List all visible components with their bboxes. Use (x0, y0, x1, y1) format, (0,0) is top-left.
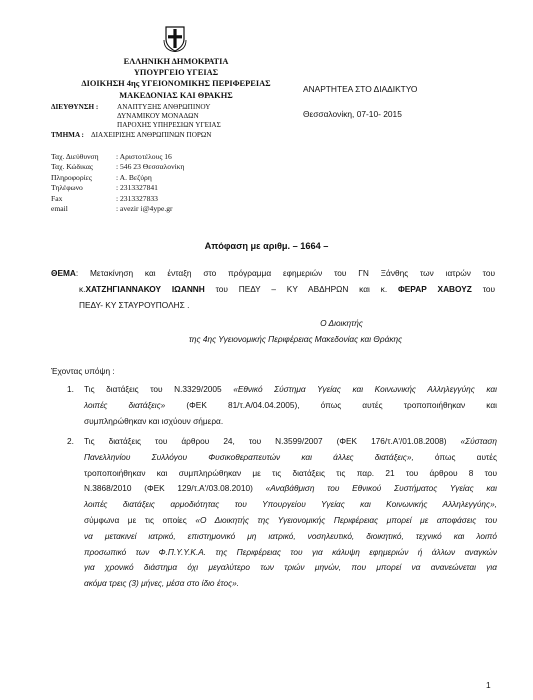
decision-title: Απόφαση με αριθμ. – 1664 – (204, 241, 329, 251)
list-item: Τις διατάξεις του άρθρου 24, του Ν.3599/2007 (ΦΕΚ 176/τ.Α'/01.08.2008) «Σύσταση Πανελληνίου Συλλόγου Φυσικοθεραπευτών και άλλες διατάξεις», όπως αυτές τροποποιήθηκαν και συμπληρώθηκαν με τις διατάξεις τις παρ. 21 του άρθρου 8 του Ν.3868/2010 (ΦΕΚ 129/τ.Α'/03.08.2010) «Αναβάθμιση του Εθνικού Συστήματος Υγείας και λοιπές διατάξεις αρμοδιότητας του Υπουργείου Υγείας και Κοινωνικής Αλληλεγγύης», σύμφωνα με τις οποίες «Ο Διοικητής της Υγειονομικής Περιφέρειας μπορεί με αποφάσεις του να μετακινεί ιατρικό, επιστημονικό μη ιατρικό, νοσηλευτικό, διοικητικό, τεχνικό και λοιπό προσωπικό των Φ.Π.Υ.Υ.Κ.Α. της Περιφέρειας του για κάλυψη εφημεριών ή άλλων αναγκών για χρονικό διάστημα όχι μεγαλύτερο των τριών μηνών, που μπορεί να ανανεώνεται για ακόμα τρεις (3) μήνες, μέσα στο ίδιο έτος». (84, 436, 498, 589)
contact-value: : 546 23 Θεσσαλονίκη (116, 162, 185, 172)
authority-line-2: της 4ης Υγειονομικής Περιφέρειας Μακεδονίας και Θράκης (188, 333, 403, 344)
contact-label: Πληροφορίες (51, 172, 92, 182)
contact-label: email (51, 204, 68, 214)
list-item: Τις διατάξεις του Ν.3329/2005 «Εθνικό Σύστημα Υγείας και Κοινωνικής Αλληλεγγύης και λοιπές διατάξεις» (ΦΕΚ 81/τ.Α/04.04.2005), όπως αυτές τροποποιήθηκαν και συμπληρώθηκαν και ισχύουν σήμερα. (84, 384, 497, 426)
place-date: Θεσσαλονίκη, 07-10- 2015 (303, 109, 402, 119)
directorate-value: ΑΝΑΠΤΥΞΗΣ ΑΝΘΡΩΠΙΝΟΥ ΔΥΝΑΜΙΚΟΥ ΜΟΝΑΔΩΝ ΠΑΡΟΧΗΣ ΥΠΗΡΕΣΙΩΝ ΥΓΕΙΑΣ (117, 103, 221, 130)
contact-labels (51, 152, 99, 214)
post-online-note: ΑΝΑΡΤΗΤΕΑ ΣΤΟ ΔΙΑΔΙΚΤΥΟ (303, 84, 418, 94)
contact-value: : avezir i@4ype.gr (116, 204, 173, 214)
contact-value: : 2313327833 (116, 193, 158, 203)
subject-line-3: ΠΕΔΥ- ΚΥ ΣΤΑΥΡΟΥΠΟΛΗΣ . (79, 299, 190, 310)
directorate-label: ΔΙΕΥΘΥΝΣΗ : (51, 103, 99, 111)
contact-value: : Αριστοτέλους 16 (116, 152, 172, 161)
header-line-4: ΜΑΚΕΔΟΝΙΑΣ ΚΑΙ ΘΡΑΚΗΣ (119, 90, 233, 100)
contact-label: Τηλέφωνο (51, 183, 83, 193)
department-value: ΔΙΑΧΕΙΡΙΣΗΣ ΑΝΘΡΩΠΙΝΩΝ ΠΟΡΩΝ (91, 131, 212, 139)
page-number: 1 (486, 680, 491, 690)
issuer-header (40, 56, 312, 101)
header-line-3: ΔΙΟΙΚΗΣΗ 4ης ΥΓΕΙΟΝΟΜΙΚΗΣ ΠΕΡΙΦΕΡΕΙΑΣ (81, 79, 271, 89)
considering-heading: Έχοντας υπόψη : (51, 366, 115, 376)
greek-emblem-icon (163, 24, 187, 52)
contact-label: Ταχ. Κώδικας (51, 162, 93, 172)
contact-label: Ταχ. Διεύθυνση (51, 152, 99, 161)
item-number: 2. (67, 436, 74, 446)
contact-value: : 2313327841 (116, 183, 158, 193)
contact-label: Fax (51, 193, 63, 203)
subject-name-2: ΦΕΡΑΡ ΧΑΒΟΥΖ (397, 283, 472, 294)
header-line-1: ΕΛΛΗΝΙΚΗ ΔΗΜΟΚΡΑΤΙΑ (123, 57, 229, 66)
subject-label: ΘΕΜΑ (51, 268, 76, 278)
contact-values (116, 152, 184, 214)
authority-block (0, 316, 533, 348)
subject-block: ΘΕΜΑ: Μετακίνηση και ένταξη στο πρόγραμμα εφημεριών του ΓΝ Ξάνθης των ιατρών του κ.ΧΑΤΖΗΓΙΑΝΝΑΚΟΥ ΙΩΑΝΝΗ του ΠΕΔΥ – ΚΥ ΑΒΔΗΡΩΝ και κ. ΦΕΡΑΡ ΧΑΒΟΥΖ του ΠΕΔΥ- ΚΥ ΣΤΑΥΡΟΥΠΟΛΗΣ . (51, 266, 495, 313)
subject-line-1: : Μετακίνηση και ένταξη στο πρόγραμμα εφημεριών του ΓΝ Ξάνθης των ιατρών του (75, 268, 495, 278)
contact-value: : Α. Βεζύρη (116, 172, 152, 182)
item-number: 1. (67, 384, 74, 394)
authority-line-1: Ο Διοικητής (320, 318, 363, 328)
subject-name-1: ΧΑΤΖΗΓΙΑΝΝΑΚΟΥ ΙΩΑΝΝΗ (85, 283, 205, 294)
department-label: ΤΜΗΜΑ : (51, 131, 84, 139)
header-line-2: ΥΠΟΥΡΓΕΙΟ ΥΓΕΙΑΣ (133, 68, 219, 78)
